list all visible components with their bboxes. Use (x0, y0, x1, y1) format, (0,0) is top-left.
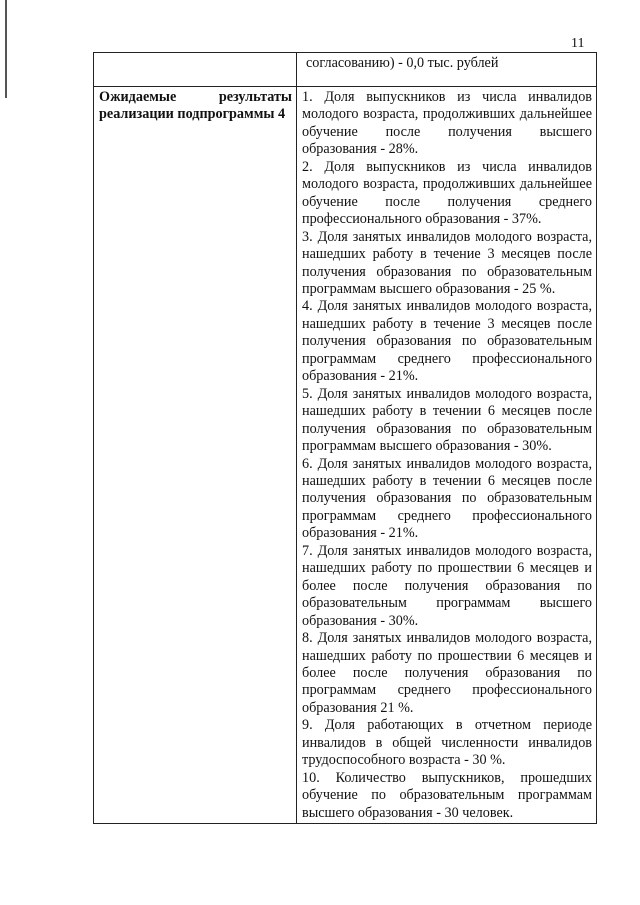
table-row-expected-results (94, 87, 597, 824)
expected-results-label: Ожидаемые результаты реализации подпрограммы 4 (94, 87, 297, 824)
result-item: 1. Доля выпускников из числа инвалидов молодого возраста, продолживших дальнейшее обучение после получения высшего образования - 28%. (302, 89, 592, 158)
table-row-funding-continuation (94, 53, 597, 87)
expected-results-list (297, 87, 597, 824)
result-item: 9. Доля работающих в отчетном периоде инвалидов в общей численности инвалидов трудоспособного возраста - 30 %. (302, 717, 592, 769)
program-passport-table (93, 52, 597, 824)
table-cell-empty (94, 53, 297, 87)
result-item: 5. Доля занятых инвалидов молодого возраста, нашедших работу в течении 6 месяцев после получения образования по образовательным программам высшего образования - 30%. (302, 385, 592, 455)
scan-edge-mark (5, 0, 7, 98)
result-item: 2. Доля выпускников из числа инвалидов молодого возраста, продолживших дальнейшее обучение после получения среднего профессионального образования - 37%. (302, 158, 592, 228)
funding-continuation-text: согласованию) - 0,0 тыс. рублей (297, 53, 597, 87)
result-item: 7. Доля занятых инвалидов молодого возраста, нашедших работу по прошествии 6 месяцев и более после получения образования по образовательным программам высшего образования - 30%. (302, 542, 592, 629)
result-item: 8. Доля занятых инвалидов молодого возраста, нашедших работу по прошествии 6 месяцев и более после получения образования по программам среднего профессионального образования 21 %. (302, 630, 592, 716)
result-item: 4. Доля занятых инвалидов молодого возраста, нашедших работу в течение 3 месяцев после получения образования по образовательным программам среднего профессионального образования - 21%. (302, 298, 592, 385)
page-number: 11 (571, 36, 585, 51)
result-item: 3. Доля занятых инвалидов молодого возраста, нашедших работу в течение 3 месяцев после получения образования по образовательным программам высшего образования - 25 %. (302, 228, 592, 297)
result-item: 6. Доля занятых инвалидов молодого возраста, нашедших работу в течении 6 месяцев после получения образования по образовательным программам среднего профессионального образования - 21%. (302, 455, 592, 542)
result-item: 10. Количество выпускников, прошедших обучение по образовательным программам высшего образования - 30 человек. (302, 769, 592, 821)
